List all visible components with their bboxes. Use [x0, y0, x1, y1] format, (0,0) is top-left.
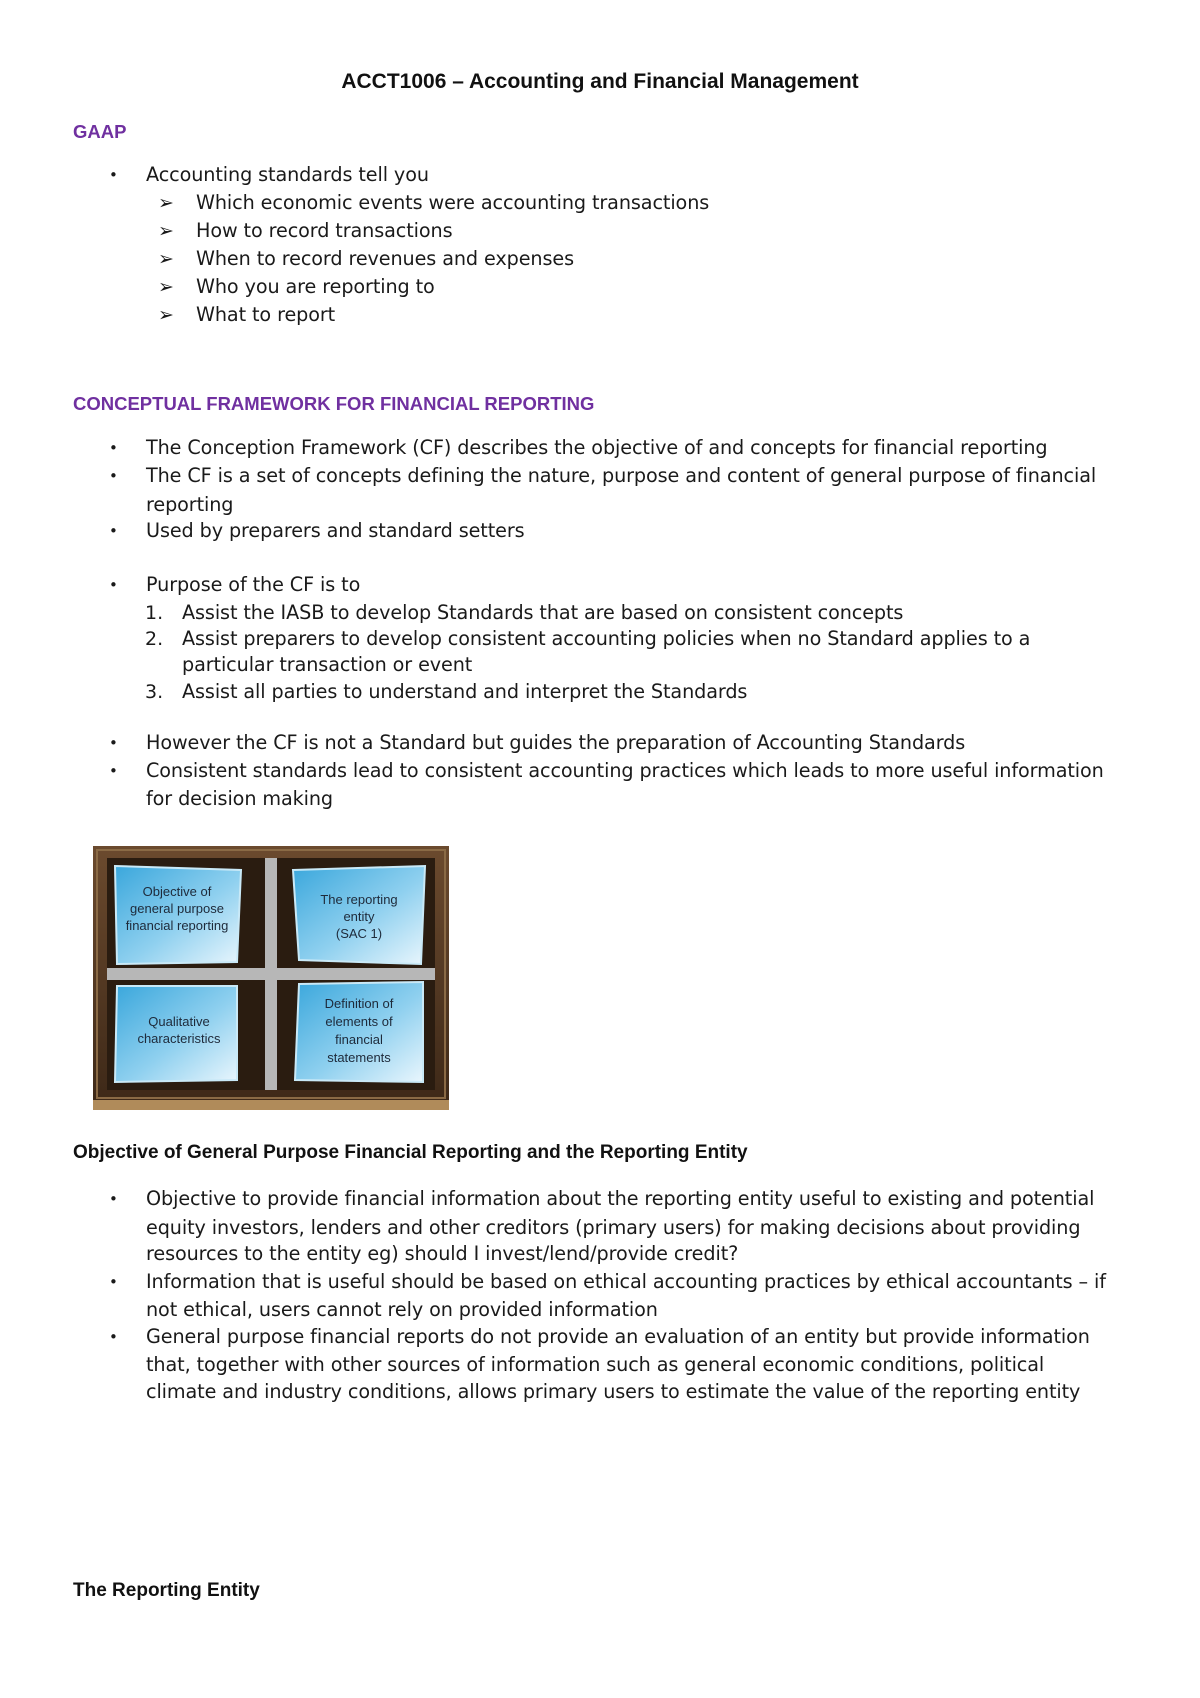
- cf-purpose-item: Assist preparers to develop consistent accounting policies when no Standard applies to a: [182, 627, 1031, 650]
- bullet-icon: •: [109, 439, 118, 457]
- panel-bl-line: characteristics: [137, 1031, 221, 1046]
- panel-br-line: elements of: [325, 1014, 393, 1029]
- cf-purpose: Purpose of the CF is to: [146, 573, 361, 596]
- panel-tl-line: Objective of: [142, 884, 212, 899]
- bullet-icon: •: [109, 166, 118, 184]
- panel-tr-line: The reporting: [320, 892, 398, 907]
- cf-bullet: Used by preparers and standard setters: [146, 519, 525, 542]
- arrow-bullet-icon: ➢: [158, 248, 174, 270]
- panel-tl-line: financial reporting: [125, 918, 229, 933]
- objective-bullet-continuation: that, together with other sources of information such as general economic conditions, political: [146, 1353, 1045, 1376]
- gaap-item: Who you are reporting to: [196, 275, 435, 298]
- cf-bullet: The Conception Framework (CF) describes the objective of and concepts for financial reporting: [146, 436, 1048, 459]
- bullet-icon: •: [109, 762, 118, 780]
- list-number: 1.: [145, 602, 164, 624]
- panel-br-line: financial: [335, 1032, 383, 1047]
- gaap-item: What to report: [196, 303, 336, 326]
- objective-bullet: Objective to provide financial information about the reporting entity useful to existing and potential: [146, 1187, 1095, 1210]
- panel-bl-line: Qualitative: [148, 1014, 210, 1029]
- gaap-item: Which economic events were accounting transactions: [196, 191, 710, 214]
- arrow-bullet-icon: ➢: [158, 220, 174, 242]
- panel-tr-line: entity: [343, 909, 375, 924]
- bullet-icon: •: [109, 467, 118, 485]
- arrow-bullet-icon: ➢: [158, 276, 174, 298]
- gaap-item: When to record revenues and expenses: [196, 247, 574, 270]
- list-number: 2.: [145, 628, 164, 650]
- objective-bullet-continuation: climate and industry conditions, allows primary users to estimate the value of the reporting entity: [146, 1380, 1081, 1403]
- bullet-icon: •: [109, 1190, 118, 1208]
- cf-purpose-item: Assist all parties to understand and interpret the Standards: [182, 680, 748, 703]
- cf-purpose-item-continuation: particular transaction or event: [182, 653, 473, 676]
- gaap-heading: GAAP: [73, 121, 127, 142]
- bullet-icon: •: [109, 734, 118, 752]
- arrow-bullet-icon: ➢: [158, 304, 174, 326]
- panel-tl-line: general purpose: [130, 901, 224, 916]
- objective-bullet-continuation: not ethical, users cannot rely on provided information: [146, 1298, 658, 1321]
- panel-tr-line: (SAC 1): [335, 926, 383, 941]
- frame-divider-vertical: [265, 858, 277, 1090]
- bullet-icon: •: [109, 576, 118, 594]
- panel-br-line: Definition of: [324, 996, 394, 1011]
- objective-bullet-continuation: equity investors, lenders and other creditors (primary users) for making decisions about providing: [146, 1216, 1081, 1239]
- list-number: 3.: [145, 681, 164, 703]
- objective-bullet-continuation: resources to the entity eg) should I invest/lend/provide credit?: [146, 1242, 739, 1265]
- reporting-entity-heading: The Reporting Entity: [73, 1580, 260, 1601]
- bullet-icon: •: [109, 522, 118, 540]
- panel-br-line: statements: [327, 1050, 391, 1065]
- document-title: ACCT1006 – Accounting and Financial Management: [341, 70, 859, 93]
- cf-bullet-continuation: reporting: [146, 493, 234, 516]
- frame-sill: [93, 1100, 449, 1110]
- objective-bullet: General purpose financial reports do not provide an evaluation of an entity but provide information: [146, 1325, 1090, 1348]
- arrow-bullet-icon: ➢: [158, 192, 174, 214]
- cf-purpose-item: Assist the IASB to develop Standards that are based on consistent concepts: [182, 601, 904, 624]
- objective-heading: Objective of General Purpose Financial Reporting and the Reporting Entity: [73, 1142, 748, 1163]
- bullet-icon: •: [109, 1273, 118, 1291]
- bullet-icon: •: [109, 1328, 118, 1346]
- cf-heading: CONCEPTUAL FRAMEWORK FOR FINANCIAL REPORTING: [73, 393, 595, 414]
- cf-bullet: Consistent standards lead to consistent accounting practices which leads to more useful information: [146, 759, 1104, 782]
- cf-bullet-continuation: for decision making: [146, 787, 334, 810]
- cf-bullet: However the CF is not a Standard but guides the preparation of Accounting Standards: [146, 731, 966, 754]
- gaap-item: How to record transactions: [196, 219, 453, 242]
- cf-bullet: The CF is a set of concepts defining the nature, purpose and content of general purpose of financial: [146, 464, 1097, 487]
- objective-bullet: Information that is useful should be based on ethical accounting practices by ethical accountants – if: [146, 1270, 1106, 1293]
- gaap-intro: Accounting standards tell you: [146, 163, 429, 186]
- conceptual-framework-diagram: [93, 846, 449, 1110]
